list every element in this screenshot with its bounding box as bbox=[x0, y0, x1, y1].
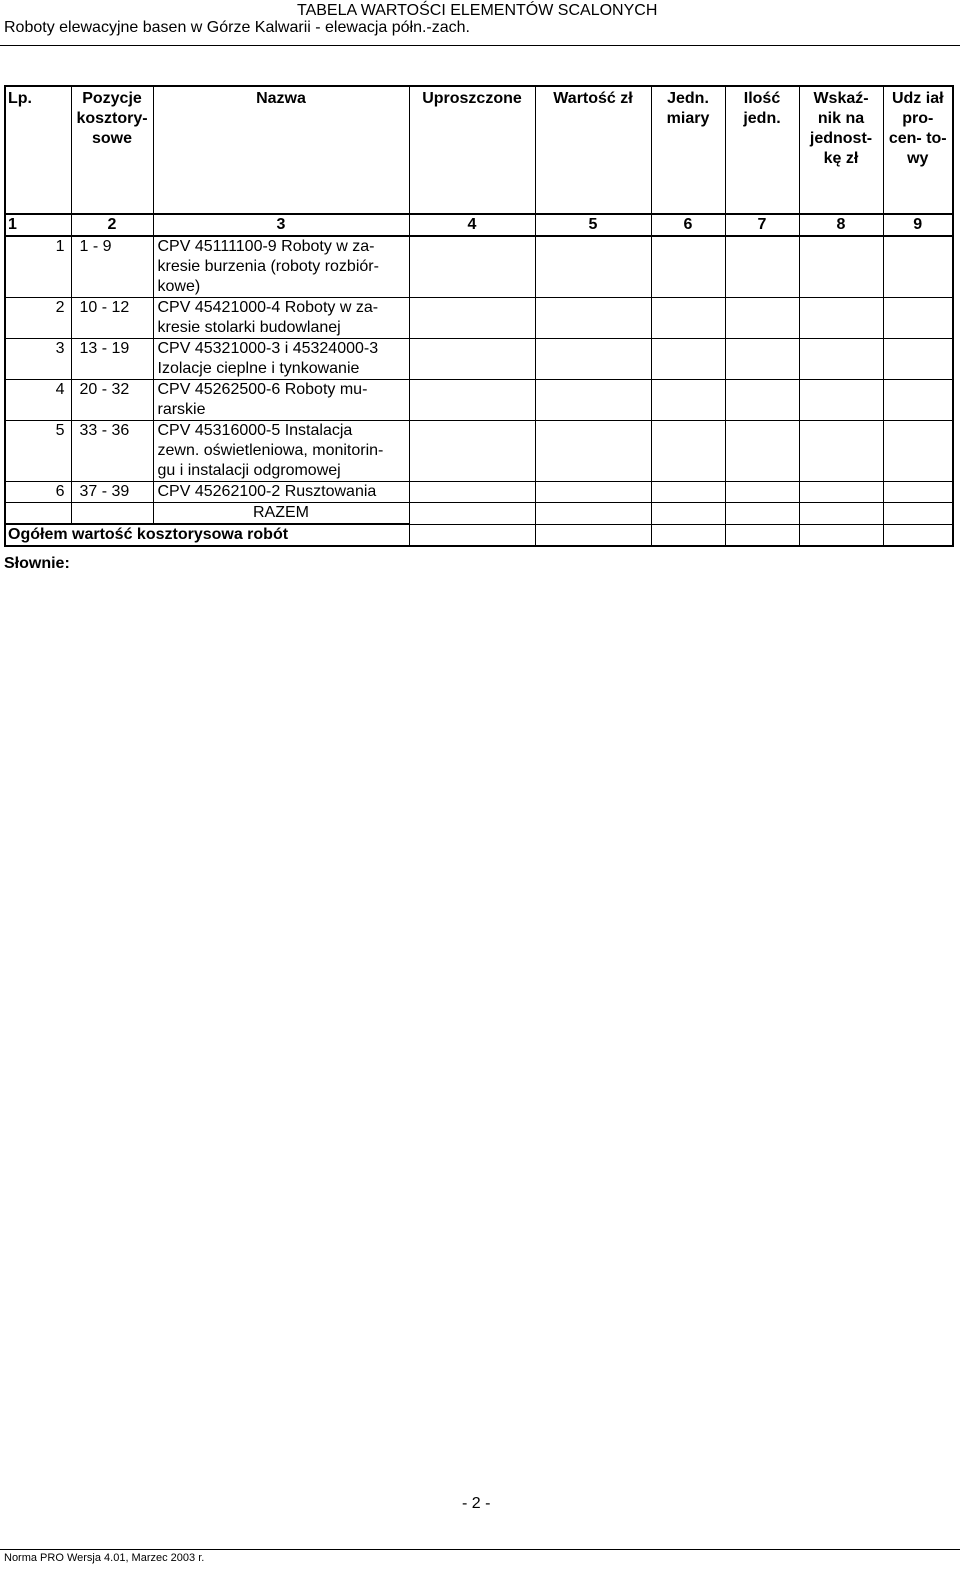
col-header-positions: Pozycje kosztory- sowe bbox=[71, 86, 153, 214]
col-number: 1 bbox=[5, 214, 71, 236]
empty-cell bbox=[651, 298, 725, 339]
empty-cell bbox=[883, 298, 953, 339]
empty-cell bbox=[535, 236, 651, 298]
row-name-line: CPV 45421000-4 Roboty w za- bbox=[157, 299, 379, 316]
table-row bbox=[5, 380, 953, 421]
row-name-line: rarskie bbox=[157, 401, 206, 418]
row-name-line: kowe) bbox=[157, 278, 201, 295]
col-header-name: Nazwa bbox=[153, 86, 409, 214]
row-lp: 6 bbox=[5, 482, 71, 503]
empty-cell bbox=[535, 421, 651, 482]
empty-cell bbox=[409, 236, 535, 298]
empty-cell bbox=[535, 380, 651, 421]
empty-cell bbox=[535, 339, 651, 380]
empty-cell bbox=[883, 421, 953, 482]
col-header-indicator: Wskaź- nik na jednost- kę zł bbox=[799, 86, 883, 214]
page-number: - 2 - bbox=[462, 1495, 491, 1512]
empty-cell bbox=[725, 482, 799, 503]
footer-text: Norma PRO Wersja 4.01, Marzec 2003 r. bbox=[4, 1552, 205, 1564]
table-row bbox=[5, 421, 953, 482]
empty-cell bbox=[651, 236, 725, 298]
empty-cell bbox=[535, 482, 651, 503]
col-number: 7 bbox=[725, 214, 799, 236]
col-number: 4 bbox=[409, 214, 535, 236]
table-row bbox=[5, 236, 953, 298]
razem-label: RAZEM bbox=[153, 503, 409, 525]
row-positions: 13 - 19 bbox=[71, 339, 153, 380]
column-numbers-row bbox=[5, 214, 953, 236]
empty-cell bbox=[799, 482, 883, 503]
row-lp: 3 bbox=[5, 339, 71, 380]
row-positions: 1 - 9 bbox=[71, 236, 153, 298]
row-name-line: kresie stolarki budowlanej bbox=[157, 319, 341, 336]
table-header-row bbox=[5, 86, 953, 214]
table-row bbox=[5, 298, 953, 339]
header-divider bbox=[0, 45, 960, 46]
col-header-share: Udz iał pro- cen- to- wy bbox=[883, 86, 953, 214]
row-name-line: CPV 45321000-3 i 45324000-3 bbox=[157, 340, 379, 357]
col-number: 6 bbox=[651, 214, 725, 236]
col-number: 8 bbox=[799, 214, 883, 236]
row-positions: 33 - 36 bbox=[71, 421, 153, 482]
values-table bbox=[4, 85, 954, 547]
row-name-line: CPV 45111100-9 Roboty w za- bbox=[157, 238, 375, 255]
row-name bbox=[153, 339, 409, 380]
table-body bbox=[5, 236, 953, 503]
row-name-line: CPV 45262500-6 Roboty mu- bbox=[157, 381, 368, 398]
empty-cell bbox=[883, 482, 953, 503]
empty-cell bbox=[883, 339, 953, 380]
col-number: 9 bbox=[883, 214, 953, 236]
row-lp: 5 bbox=[5, 421, 71, 482]
empty-cell bbox=[651, 339, 725, 380]
table-row bbox=[5, 339, 953, 380]
empty-cell bbox=[883, 380, 953, 421]
empty-cell bbox=[651, 380, 725, 421]
empty-cell bbox=[725, 339, 799, 380]
empty-cell bbox=[799, 380, 883, 421]
empty-cell bbox=[409, 380, 535, 421]
row-name-line: kresie burzenia (roboty rozbiór- bbox=[157, 258, 379, 275]
empty-cell bbox=[883, 236, 953, 298]
slownie-label: Słownie: bbox=[4, 555, 70, 572]
row-name-line: zewn. oświetleniowa, monitorin- bbox=[157, 442, 384, 459]
row-lp: 2 bbox=[5, 298, 71, 339]
total-label: Ogółem wartość kosztorysowa robót bbox=[5, 524, 409, 546]
table-row bbox=[5, 482, 953, 503]
col-header-lp: Lp. bbox=[5, 86, 71, 214]
col-number: 2 bbox=[71, 214, 153, 236]
col-number: 3 bbox=[153, 214, 409, 236]
col-header-value: Wartość zł bbox=[535, 86, 651, 214]
empty-cell bbox=[651, 421, 725, 482]
empty-cell bbox=[651, 482, 725, 503]
row-name bbox=[153, 380, 409, 421]
document-title: TABELA WARTOŚCI ELEMENTÓW SCALONYCH bbox=[297, 2, 658, 19]
razem-row bbox=[5, 503, 953, 525]
empty-cell bbox=[409, 339, 535, 380]
row-positions: 20 - 32 bbox=[71, 380, 153, 421]
row-name bbox=[153, 421, 409, 482]
empty-cell bbox=[409, 421, 535, 482]
row-positions: 37 - 39 bbox=[71, 482, 153, 503]
empty-cell bbox=[799, 298, 883, 339]
row-name-line: CPV 45316000-5 Instalacja bbox=[157, 422, 353, 439]
empty-cell bbox=[725, 298, 799, 339]
row-name bbox=[153, 482, 409, 503]
footer-divider bbox=[0, 1549, 960, 1550]
empty-cell bbox=[725, 236, 799, 298]
row-name-line: gu i instalacji odgromowej bbox=[157, 462, 341, 479]
row-name bbox=[153, 236, 409, 298]
col-header-simplified: Uproszczone bbox=[409, 86, 535, 214]
row-positions: 10 - 12 bbox=[71, 298, 153, 339]
empty-cell bbox=[535, 298, 651, 339]
col-header-unit: Jedn. miary bbox=[651, 86, 725, 214]
document-subtitle: Roboty elewacyjne basen w Górze Kalwarii - elewacja półn.-zach. bbox=[4, 19, 470, 36]
empty-cell bbox=[799, 421, 883, 482]
empty-cell bbox=[725, 380, 799, 421]
empty-cell bbox=[725, 421, 799, 482]
row-name bbox=[153, 298, 409, 339]
row-name-line: Izolacje cieplne i tynkowanie bbox=[157, 360, 360, 377]
empty-cell bbox=[409, 298, 535, 339]
row-lp: 4 bbox=[5, 380, 71, 421]
empty-cell bbox=[799, 339, 883, 380]
empty-cell bbox=[799, 236, 883, 298]
row-lp: 1 bbox=[5, 236, 71, 298]
col-number: 5 bbox=[535, 214, 651, 236]
empty-cell bbox=[409, 482, 535, 503]
col-header-quantity: Ilość jedn. bbox=[725, 86, 799, 214]
row-name-line: CPV 45262100-2 Rusztowania bbox=[157, 483, 377, 500]
total-row bbox=[5, 524, 953, 546]
